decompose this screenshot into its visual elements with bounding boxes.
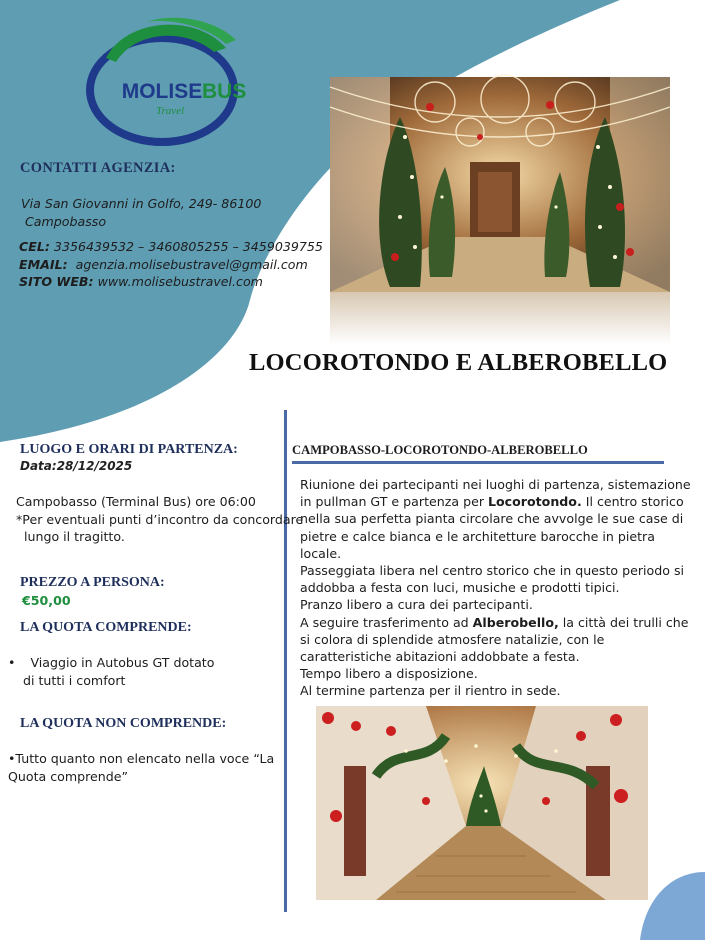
itinerary-p1-start: Riunione dei partecipanti nei luoghi di partenza, sistemazione in pullman GT e partenza per	[300, 477, 691, 510]
page-title: LOCOROTONDO E ALBEROBELLO	[249, 349, 668, 376]
phone-numbers: 3356439532 – 3460805255 – 3459039755	[49, 239, 323, 254]
email-label: EMAIL:	[19, 257, 68, 272]
not-included-heading: LA QUOTA NON COMPRENDE:	[20, 716, 227, 731]
bullet: •	[8, 655, 16, 670]
phone-label: CEL:	[19, 239, 50, 254]
website-line	[19, 274, 263, 289]
photo-reflection	[330, 292, 670, 344]
alberobello-photo	[316, 706, 648, 900]
included-list	[8, 654, 214, 689]
itinerary-p4-start: A seguire trasferimento ad	[300, 614, 473, 630]
email-address[interactable]: agenzia.molisebustravel@gmail.com	[67, 257, 308, 272]
svg-text:Travel: Travel	[155, 105, 185, 117]
included-line-1: Viaggio in Autobus GT dotato	[30, 655, 215, 670]
included-line-2: di tutti i comfort	[23, 672, 126, 688]
itinerary-text	[300, 476, 695, 700]
website-label: SITO WEB:	[19, 274, 94, 289]
svg-text:BUS: BUS	[202, 80, 247, 103]
departure-details	[16, 493, 303, 546]
address-line-1: Via San Giovanni in Golfo, 249- 86100	[21, 196, 262, 211]
departure-line-1: Campobasso (Terminal Bus) ore 06:00	[16, 494, 256, 509]
alberobello-bold: Alberobello,	[472, 614, 559, 630]
itinerary-paragraph-3: Pranzo libero a cura dei partecipanti.	[300, 597, 533, 613]
molisebus-logo	[86, 18, 247, 146]
email-line	[19, 257, 308, 272]
heading-underline	[292, 461, 664, 464]
corner-blue-circle	[640, 872, 705, 940]
departure-line-3: lungo il tragitto.	[16, 529, 125, 544]
itinerary-p4-end: la città dei trulli che si colora di splendide atmosfere natalizie, con le caratteristiche abitazioni addobbate a festa.	[300, 614, 689, 665]
contacts-title: CONTATTI AGENZIA:	[20, 160, 176, 176]
price-value: €50,00	[22, 593, 71, 608]
departure-heading: LUOGO E ORARI DI PARTENZA:	[20, 442, 238, 457]
itinerary-p1-end: Il centro storico nella sua perfetta pianta circolare che avvolge le sue case di pietre e calce bianca e le architetture barocche in pietra locale.	[300, 494, 684, 561]
agency-address	[21, 195, 261, 231]
locorotondo-photo	[330, 77, 670, 292]
included-heading: LA QUOTA COMPRENDE:	[20, 620, 192, 635]
website-url[interactable]: www.molisebustravel.com	[93, 274, 263, 289]
itinerary-paragraph-5: Tempo libero a disposizione.	[300, 666, 478, 682]
departure-line-2: *Per eventuali punti d’incontro da concordare	[16, 511, 304, 527]
svg-text:MOLISE: MOLISE	[121, 80, 203, 103]
price-heading: PREZZO A PERSONA:	[20, 575, 165, 590]
locorotondo-bold: Locorotondo.	[488, 494, 582, 510]
itinerary-heading: CAMPOBASSO-LOCOROTONDO-ALBEROBELLO	[292, 443, 588, 457]
column-divider	[284, 410, 287, 912]
departure-date: Data:28/12/2025	[20, 459, 133, 473]
itinerary-paragraph-1	[300, 476, 695, 562]
itinerary-paragraph-6: Al termine partenza per il rientro in sede.	[300, 683, 561, 699]
address-line-2: Campobasso	[21, 214, 107, 229]
itinerary-paragraph-4	[300, 614, 695, 666]
itinerary-paragraph-2: Passeggiata libera nel centro storico che in questo periodo si addobba a festa con luci, musiche e prodotti tipici.	[300, 563, 685, 596]
phone-line	[19, 239, 323, 254]
not-included-text: •Tutto quanto non elencato nella voce “La Quota comprende”	[8, 751, 275, 784]
included-item	[8, 654, 214, 672]
